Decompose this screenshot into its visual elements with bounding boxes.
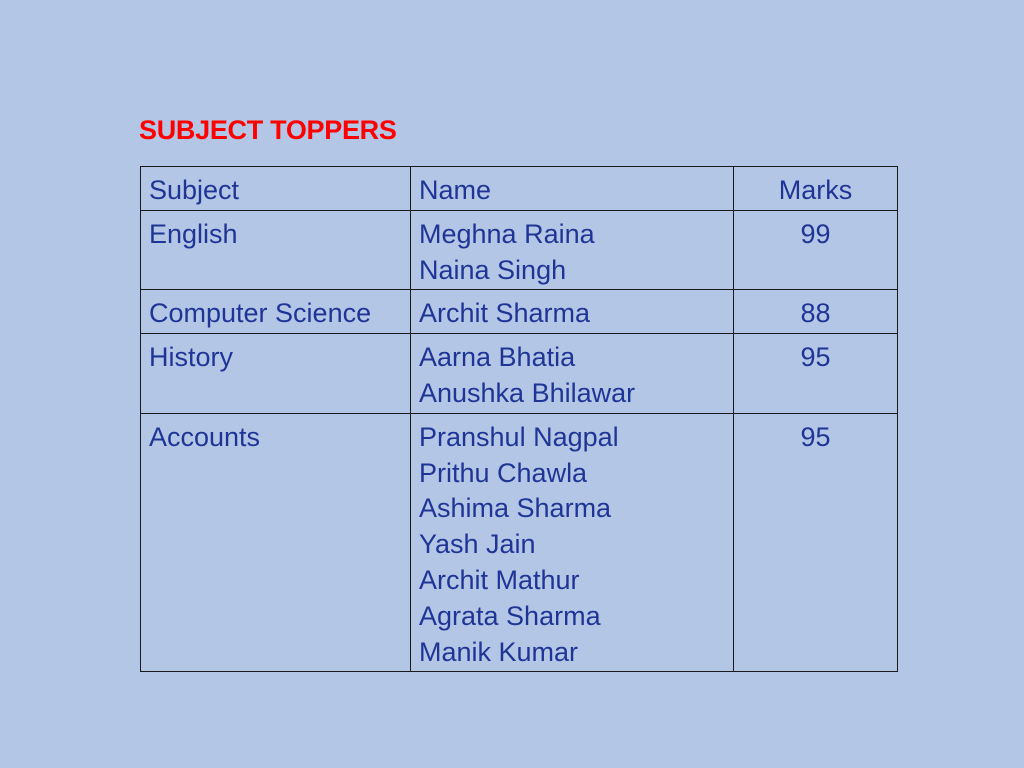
- table-body: [141, 210, 898, 672]
- name-cell: [411, 210, 734, 290]
- student-name: Archit Sharma: [419, 298, 591, 329]
- student-name: Yash Jain: [419, 529, 536, 560]
- marks-cell: 99: [734, 210, 898, 290]
- marks-cell: 95: [734, 334, 898, 414]
- marks-cell: 88: [734, 290, 898, 334]
- header-subject: Subject: [141, 167, 411, 211]
- table-row: [141, 334, 898, 414]
- student-name: Aarna Bhatia: [419, 342, 576, 373]
- student-name: Ashima Sharma: [419, 493, 612, 524]
- student-name: Meghna Raina: [419, 218, 595, 249]
- subject-cell: [141, 290, 411, 334]
- student-name: Naina Singh: [419, 254, 567, 285]
- table-header-row: [141, 167, 898, 211]
- toppers-table: [140, 166, 898, 672]
- student-name: Agrata Sharma: [419, 600, 601, 631]
- subject-text: History: [149, 342, 234, 373]
- student-name: Archit Mathur: [419, 564, 580, 595]
- header-marks: Marks: [734, 167, 898, 211]
- slide-title: SUBJECT TOPPERS: [139, 115, 397, 145]
- table-row: [141, 413, 898, 672]
- marks-cell: 95: [734, 413, 898, 672]
- name-cell: [411, 334, 734, 414]
- header-name: Name: [411, 167, 734, 211]
- name-cell: [411, 413, 734, 672]
- subject-text: Computer Science: [149, 298, 372, 329]
- student-name: Pranshul Nagpal: [419, 421, 619, 452]
- subject-text: Accounts: [149, 421, 261, 452]
- table-row: [141, 210, 898, 290]
- student-name: Anushka Bhilawar: [419, 377, 636, 408]
- student-name: Manik Kumar: [419, 636, 579, 667]
- subject-cell: [141, 210, 411, 290]
- subject-cell: [141, 334, 411, 414]
- subject-cell: [141, 413, 411, 672]
- student-name: Prithu Chawla: [419, 457, 588, 488]
- subject-text: English: [149, 218, 238, 249]
- name-cell: [411, 290, 734, 334]
- table-row: [141, 290, 898, 334]
